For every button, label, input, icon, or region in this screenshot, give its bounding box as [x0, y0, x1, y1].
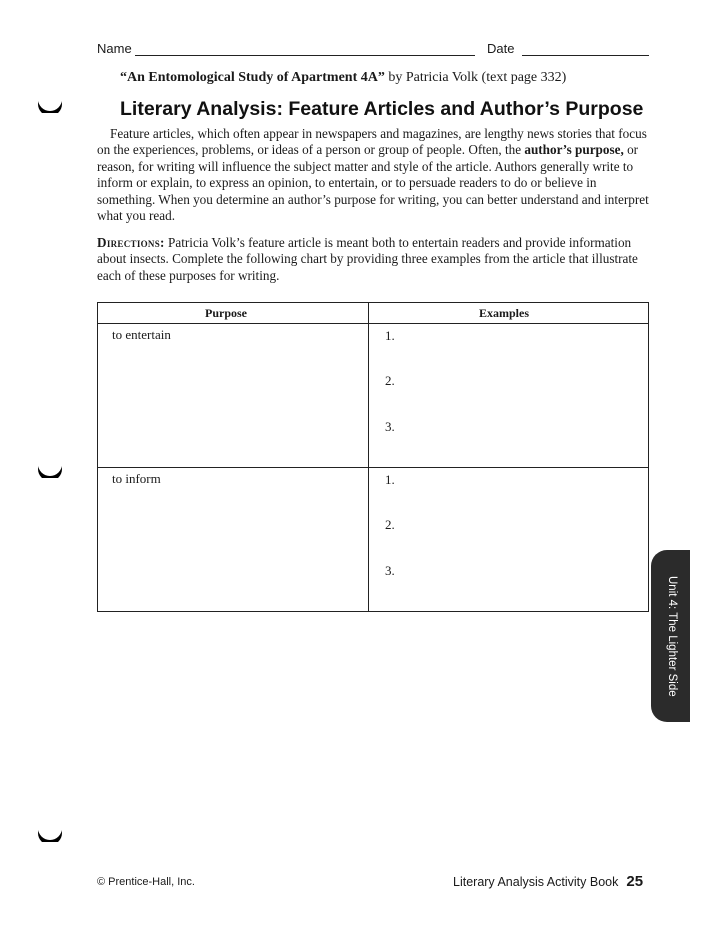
example-number: 1. [385, 472, 395, 487]
examples-column-header: Examples [479, 306, 530, 320]
selection-info [120, 70, 566, 86]
intro-text-1: Feature articles, which often appear in newspapers and magazines, are lengthy news stories that focus on the experiences, problems, or ideas of a person or group of people. Often, the [97, 126, 647, 158]
directions-paragraph [97, 235, 653, 284]
purpose-chart [97, 302, 649, 612]
example-number: 2. [385, 373, 395, 388]
book-title: Literary Analysis Activity Book [453, 875, 619, 889]
selection-title: “An Entomological Study of Apartment 4A” [120, 70, 385, 85]
purpose-entertain: to entertain [112, 327, 171, 342]
intro-text-2: or reason, for writing will influence the subject matter and style of the article. Authors generally write to inform or explain, to express an opinion, to entertain, or to persuade readers to do or believe in something. When you determine an author’s purpose for writing, you can better understand and interpret what you read. [97, 142, 649, 224]
unit-tab-label: Unit 4: The Lighter Side [666, 575, 678, 697]
example-number: 3. [385, 563, 395, 578]
unit-side-tab [651, 550, 690, 722]
binder-hole-mark [38, 830, 62, 842]
binder-hole-mark [38, 466, 62, 478]
date-label: Date [487, 41, 515, 56]
selection-author: by Patricia Volk (text page 332) [388, 70, 567, 85]
directions-label: Directions: [97, 235, 165, 250]
footer-book-info [453, 873, 643, 890]
directions-text: Patricia Volk’s feature article is meant both to entertain readers and provide information about insects. Complete the following chart by providing three examples from the article that illustrate each of these purposes for writing. [97, 235, 638, 283]
intro-key-term: author’s purpose, [524, 142, 624, 158]
row-divider [98, 467, 648, 468]
chart-header [98, 303, 648, 324]
page-title: Literary Analysis: Feature Articles and Author’s Purpose [120, 98, 644, 120]
page-number: 25 [626, 873, 644, 890]
purpose-column-header: Purpose [205, 306, 247, 320]
date-field[interactable] [522, 55, 649, 56]
example-number: 3. [385, 419, 395, 434]
example-number: 2. [385, 517, 395, 532]
name-label: Name [97, 41, 132, 56]
intro-paragraph [97, 126, 653, 224]
copyright: © Prentice-Hall, Inc. [97, 876, 195, 888]
name-field[interactable] [135, 55, 475, 56]
column-divider [368, 303, 369, 611]
purpose-inform: to inform [112, 471, 161, 486]
example-number: 1. [385, 328, 395, 343]
name-date-row [97, 41, 649, 61]
binder-hole-mark [38, 101, 62, 113]
